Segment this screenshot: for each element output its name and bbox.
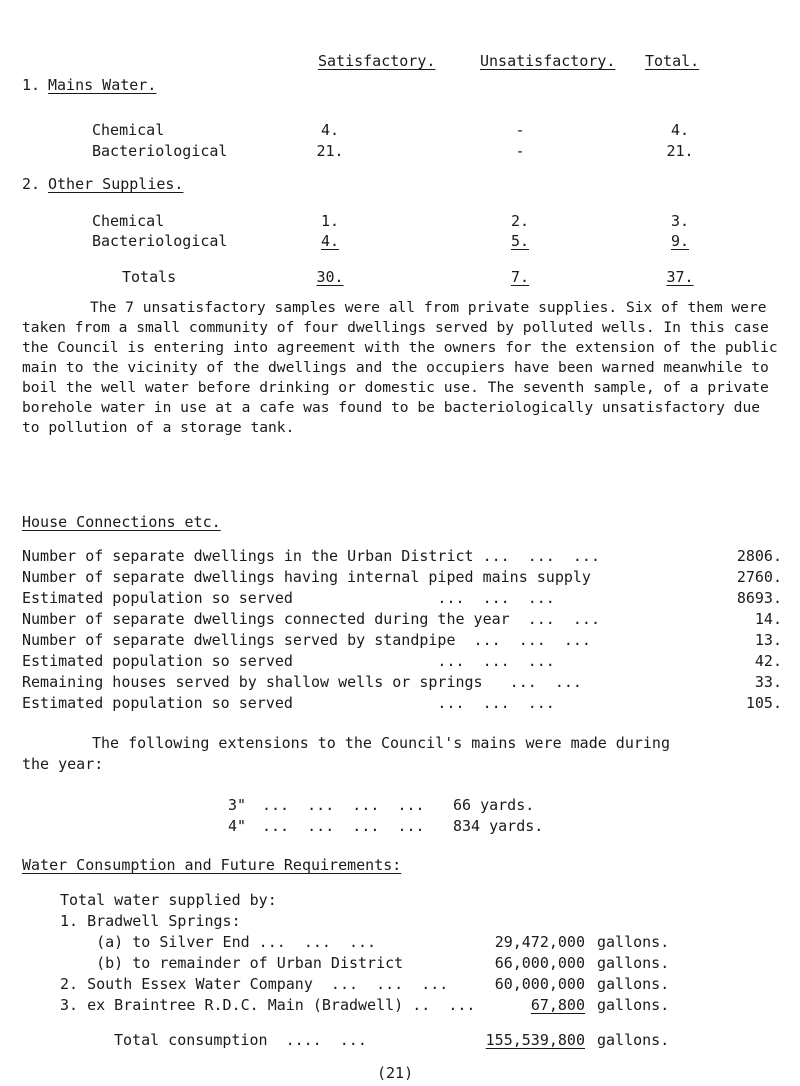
totals-unsatisfactory: 7. <box>510 268 530 286</box>
extension-dots: ... ... ... ... <box>262 817 425 835</box>
cell-value: 21. <box>316 142 344 160</box>
consumption-row-unit: gallons. <box>597 975 670 993</box>
consumption-row-value: 66,000,000 <box>494 954 585 972</box>
consumption-row-unit: gallons. <box>597 933 670 951</box>
cell-value: 9. <box>670 232 690 250</box>
header-unsatisfactory: Unsatisfactory. <box>480 52 616 70</box>
house-connections-heading: House Connections etc. <box>22 513 221 531</box>
house-row <box>22 631 782 649</box>
consumption-row-unit: gallons. <box>597 996 670 1014</box>
consumption-heading: Water Consumption and Future Requirements: <box>22 856 402 874</box>
row-label: Bacteriological <box>92 232 228 250</box>
consumption-row-value: 29,472,000 <box>494 933 585 951</box>
cell-value: 2. <box>510 212 530 230</box>
header-total: Total. <box>645 52 700 70</box>
consumption-row-label: 2. South Essex Water Company ... ... ... <box>60 975 449 993</box>
cell-value: 5. <box>510 232 530 250</box>
house-row-value: 13. <box>754 631 782 649</box>
house-row-label: Number of separate dwellings served by standpipe ... ... ... <box>22 631 591 649</box>
extension-length: 66 yards. <box>453 796 535 814</box>
house-row <box>22 610 782 628</box>
cell-value: 21. <box>666 142 694 160</box>
extension-length: 834 yards. <box>453 817 544 835</box>
totals-total: 37. <box>666 268 694 286</box>
row-label: Chemical <box>92 212 165 230</box>
house-row <box>22 652 782 670</box>
house-row-label: Number of separate dwellings connected during the year ... ... <box>22 610 600 628</box>
totals-satisfactory: 30. <box>316 268 344 286</box>
extension-size: 3" <box>228 796 247 814</box>
section-1-number: 1. <box>22 76 41 94</box>
cell-value: 3. <box>670 212 690 230</box>
consumption-row-label: 3. ex Braintree R.D.C. Main (Bradwell) .. ... <box>60 996 476 1014</box>
total-consumption-value: 155,539,800 <box>485 1031 585 1049</box>
house-row-value: 2806. <box>736 547 782 565</box>
house-row-value: 33. <box>754 673 782 691</box>
house-row <box>22 694 782 712</box>
cell-value: 4. <box>320 232 340 250</box>
page-number: (21) <box>377 1064 414 1082</box>
house-row-label: Estimated population so served ... ... ... <box>22 652 555 670</box>
house-row <box>22 547 782 565</box>
house-row <box>22 589 782 607</box>
header-satisfactory: Satisfactory. <box>318 52 436 70</box>
house-row-value: 105. <box>745 694 782 712</box>
house-row-label: Estimated population so served ... ... ... <box>22 589 555 607</box>
house-row-value: 2760. <box>736 568 782 586</box>
section-2-title: Other Supplies. <box>48 175 184 193</box>
house-row-label: Number of separate dwellings having internal piped mains supply <box>22 568 591 586</box>
total-consumption-unit: gallons. <box>597 1031 670 1049</box>
section-1-title: Mains Water. <box>48 76 157 94</box>
consumption-row-value: 67,800 <box>530 996 585 1014</box>
consumption-row-unit: gallons. <box>597 954 670 972</box>
cell-value: - <box>515 121 525 139</box>
cell-value: 4. <box>320 121 340 139</box>
unsatisfactory-samples-paragraph: The 7 unsatisfactory samples were all from private supplies. Six of them were taken from a small community of four dwellings served by polluted wells. In this case the Council is entering into agreement with the owners for the extension of the public main to the vicinity of the dwellings and the occupiers have been warned meanwhile to boil the well water before drinking or domestic use. The seventh sample, of a private borehole water in use at a cafe was found to be bacteriologically unsatisfactory due to pollution of a storage tank. <box>22 299 778 436</box>
totals-label: Totals <box>122 268 177 286</box>
house-row <box>22 568 782 586</box>
consumption-row-value: 60,000,000 <box>494 975 585 993</box>
cell-value: 4. <box>670 121 690 139</box>
section-2-number: 2. <box>22 175 41 193</box>
extensions-intro-line1: The following extensions to the Council's mains were made during <box>92 734 670 752</box>
total-consumption-label: Total consumption .... ... <box>114 1031 367 1049</box>
total-supplied-label: Total water supplied by: <box>60 891 277 909</box>
row-label: Chemical <box>92 121 165 139</box>
house-row-label: Number of separate dwellings in the Urban District ... ... ... <box>22 547 600 565</box>
house-row-value: 14. <box>754 610 782 628</box>
house-row-label: Estimated population so served ... ... ... <box>22 694 555 712</box>
extension-dots: ... ... ... ... <box>262 796 425 814</box>
house-row-label: Remaining houses served by shallow wells or springs ... ... <box>22 673 582 691</box>
consumption-row-label: (a) to Silver End ... ... ... <box>60 933 377 951</box>
cell-value: 1. <box>320 212 340 230</box>
row-label: Bacteriological <box>92 142 228 160</box>
extensions-intro-line2: the year: <box>22 755 104 773</box>
consumption-row-label: (b) to remainder of Urban District <box>60 954 404 972</box>
cell-value: - <box>515 142 525 160</box>
springs-label: 1. Bradwell Springs: <box>60 912 241 930</box>
extension-size: 4" <box>228 817 247 835</box>
house-row <box>22 673 782 691</box>
house-row-value: 8693. <box>736 589 782 607</box>
house-row-value: 42. <box>754 652 782 670</box>
